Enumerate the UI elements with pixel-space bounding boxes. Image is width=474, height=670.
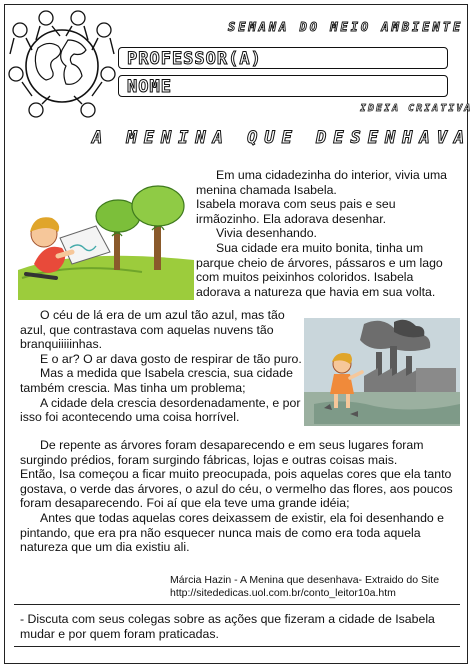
brand-label: IDEIA CRIATIVA — [360, 103, 473, 114]
story-line: Antes que todas aquelas cores deixassem de existir, ela foi desenhando e pintando, que era pra não esquecer nunca mais de como era toda aquela natureza que um dia existiu ali. — [20, 510, 445, 555]
story-paragraph-3 — [20, 438, 456, 555]
credit-author: Márcia Hazin - A Menina que desenhava- Extraido do Site — [170, 574, 440, 586]
story-line: Isabela morava com seus pais e seu irmãozinho. Ela adorava desenhar. — [196, 197, 396, 226]
story-line: A cidade dela crescia desordenadamente, e por isso foi acontecendo uma coisa horrível. — [20, 395, 301, 425]
story-line: Então, Isa começou a ficar muito preocupada, pois aquelas cores que ela tanto gostava, o verde das árvores, o azul do céu, o vermelho das flores, aos poucos foram desaparecendo. Foi aí que ela teve uma grande idéia; — [20, 467, 453, 511]
divider-top — [14, 604, 460, 605]
source-credit — [170, 574, 460, 599]
story-paragraph-1 — [196, 168, 454, 299]
story-line: Vivia desenhando. — [216, 226, 317, 241]
story-line: Mas a medida que Isabela crescia, sua cidade também crescia. Mas tinha um problema; — [20, 366, 293, 395]
event-banner: SEMANA DO MEIO AMBIENTE — [228, 20, 464, 34]
girl-drawing-illustration — [18, 178, 194, 300]
name-field[interactable] — [118, 75, 448, 97]
story-paragraph-2 — [20, 308, 302, 425]
divider-bottom — [14, 646, 460, 647]
polluted-city-illustration — [304, 318, 460, 426]
story-line: De repente as árvores foram desaparecendo e em seus lugares foram surgindo prédios, foram surgindo fábricas, lojas e outras coisas mais. — [20, 438, 424, 467]
story-line: E o ar? O ar dava gosto de respirar de tão puro. — [40, 351, 302, 366]
discussion-question: - Discuta com seus colegas sobre as ações que fizeram a cidade de Isabela mudar e por quem foram praticadas. — [20, 612, 435, 641]
teacher-label: PROFESSOR(A) — [127, 49, 262, 69]
story-title: A MENINA QUE DESENHAVA — [92, 128, 472, 148]
story-line: O céu de lá era de um azul tão azul, mas tão azul, que contrastava com aquelas nuvens tão branquiiiiinhas. — [20, 308, 285, 352]
story-line: Em uma cidadezinha do interior, vivia uma menina chamada Isabela. — [196, 168, 448, 197]
credit-url: http://sitededicas.uol.com.br/conto_leitor10a.htm — [170, 586, 396, 599]
story-line: Sua cidade era muito bonita, tinha um parque cheio de árvores, pássaros e um lago com muitos peixinhos coloridos. Isabela adorava a natureza que havia em sua volta. — [196, 240, 443, 299]
teacher-field[interactable] — [118, 47, 448, 69]
globe-children-logo — [6, 8, 118, 120]
name-label: NOME — [127, 77, 172, 97]
